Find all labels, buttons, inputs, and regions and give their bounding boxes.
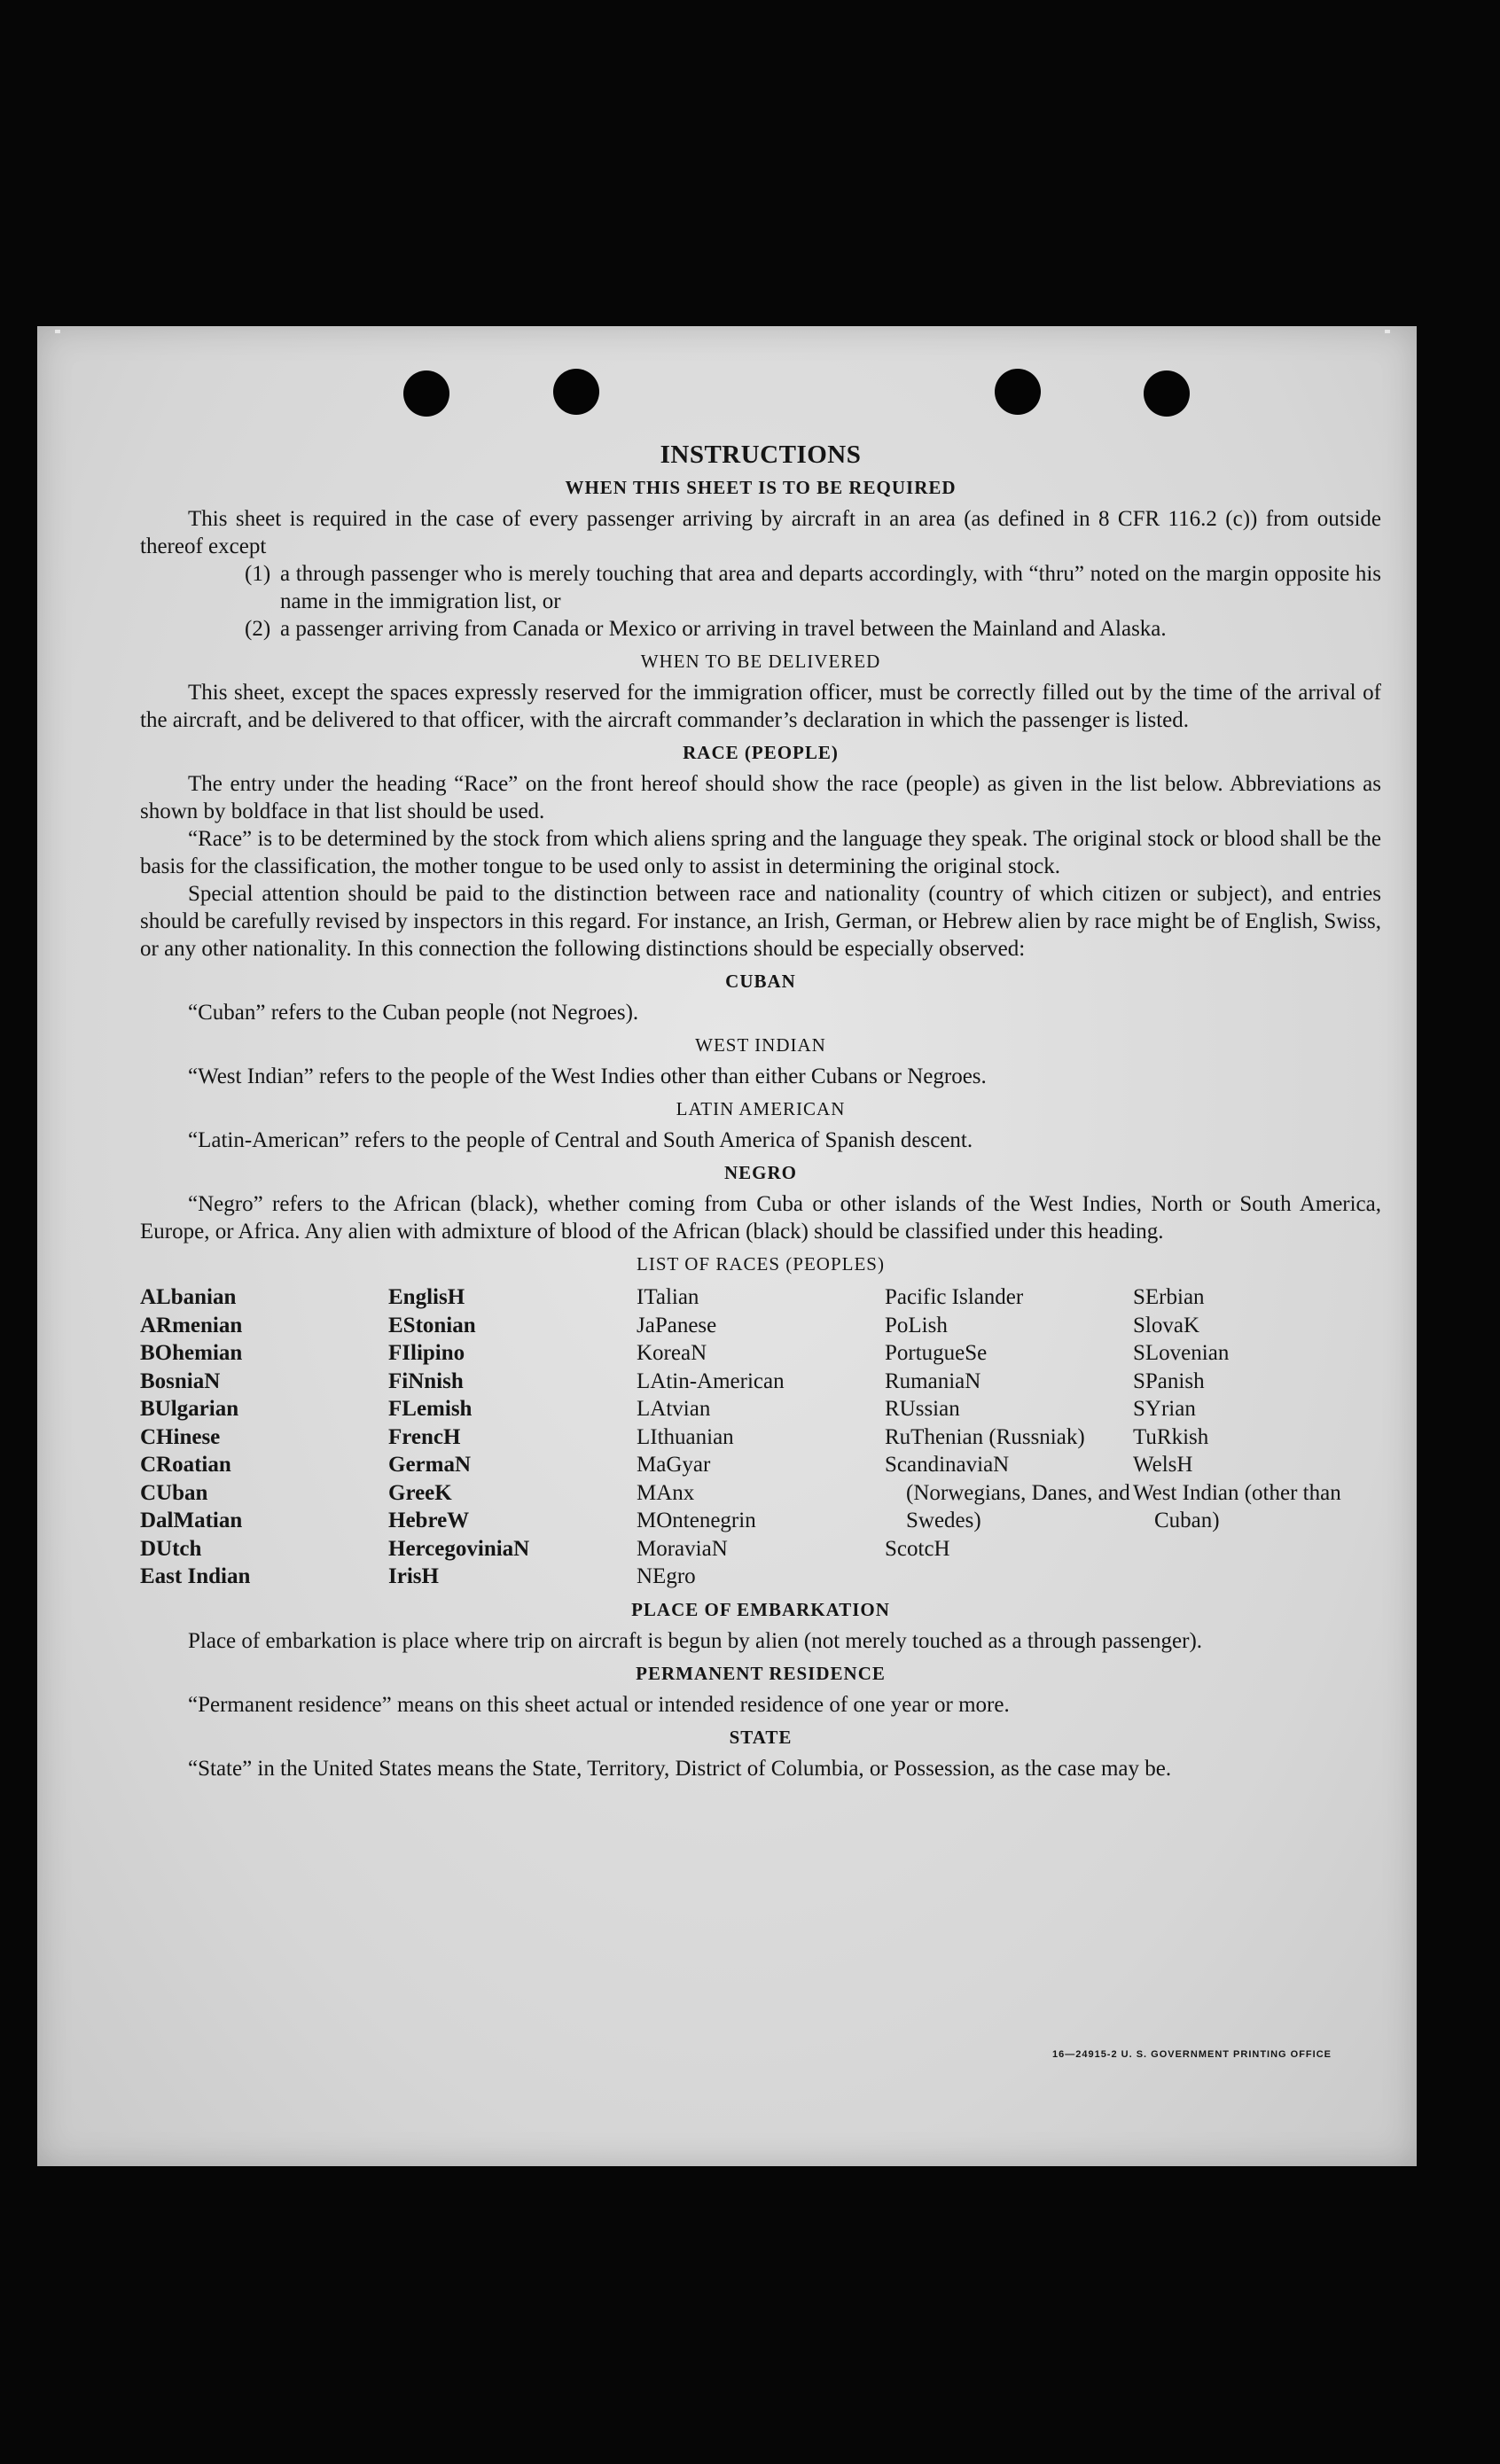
item-number: (1)	[245, 562, 271, 586]
paragraph: This sheet, except the spaces expressly reserved for the immigration officer, must be correctly filled out by the time of the arrival of the aircraft, and be delivered to that officer, with the aircraft commander’s declaration in which the passenger is listed.	[140, 681, 1381, 732]
race-entry: KoreaN	[637, 1341, 707, 1365]
list-item	[245, 615, 1381, 643]
race-entry: RumaniaN	[885, 1368, 981, 1393]
paragraph: “Race” is to be determined by the stock from which aliens spring and the language they speak. The original stock or blood shall be the basis for the classification, the mother tongue to be used only to assist in determining the original stock.	[140, 827, 1381, 878]
paragraph: “Permanent residence” means on this sheet actual or intended residence of one year or more.	[188, 1692, 1010, 1717]
section-heading: CUBAN	[725, 971, 796, 992]
section-heading: PLACE OF EMBARKATION	[631, 1598, 890, 1620]
race-entry: FiNnish	[388, 1368, 464, 1393]
race-entry: BOhemian	[140, 1341, 243, 1365]
paragraph: The entry under the heading “Race” on the front hereof should show the race (people) as given in the list below. Abbreviations as shown by boldface in that list should be used.	[140, 772, 1381, 823]
race-entry: ScotcH	[885, 1536, 950, 1561]
paragraph: Place of embarkation is place where trip on aircraft is begun by alien (not merely touched as a through passenger).	[188, 1628, 1203, 1653]
races-column	[140, 1283, 388, 1591]
item-text: a passenger arriving from Canada or Mexico or arriving in travel between the Mainland and Alaska.	[280, 617, 1167, 641]
item-number: (2)	[245, 617, 271, 641]
race-entry: BUlgarian	[140, 1397, 239, 1421]
race-entry: SPanish	[1133, 1368, 1205, 1393]
race-entry: SYrian	[1133, 1397, 1196, 1421]
race-entry: MAnx	[637, 1480, 695, 1505]
race-entry: SErbian	[1133, 1285, 1205, 1309]
race-entry: PoLish	[885, 1313, 948, 1337]
race-entry: HebreW	[388, 1509, 470, 1532]
race-entry: ALbanian	[140, 1285, 237, 1309]
paragraph: “Latin-American” refers to the people of Central and South America of Spanish descent.	[188, 1128, 973, 1152]
paragraph: “Cuban” refers to the Cuban people (not Negroes).	[188, 1001, 639, 1025]
section-heading: STATE	[729, 1726, 793, 1748]
races-list	[140, 1283, 1381, 1591]
race-entry: GermaN	[388, 1453, 472, 1477]
race-entry: ScandinaviaN (Norwegians, Danes, and Swedes)	[885, 1453, 1130, 1532]
race-entry: TuRkish	[1133, 1424, 1209, 1449]
document-sheet	[37, 326, 1417, 2166]
punch-hole	[1144, 370, 1190, 417]
race-entry: DUtch	[140, 1536, 202, 1561]
printing-office-code: 16—24915-2 U. S. GOVERNMENT PRINTING OFFICE	[1051, 2049, 1332, 2060]
race-entry: MoraviaN	[637, 1536, 728, 1561]
race-entry: CHinese	[140, 1424, 221, 1449]
race-entry: FrencH	[388, 1424, 461, 1449]
race-entry: BosniaN	[140, 1368, 221, 1393]
race-entry: DalMatian	[140, 1509, 243, 1532]
race-entry: West Indian (other than Cuban)	[1133, 1480, 1341, 1532]
section-heading: LIST OF RACES (PEOPLES)	[637, 1253, 885, 1275]
paragraph: “Negro” refers to the African (black), whether coming from Cuba or other islands of the West Indies, North or South America, Europe, or Africa. Any alien with admixture of blood of the African (black) should be classified under this heading.	[140, 1192, 1381, 1244]
section-heading: PERMANENT RESIDENCE	[636, 1662, 886, 1684]
race-entry: East Indian	[140, 1564, 251, 1588]
section-heading: RACE (PEOPLE)	[683, 742, 839, 763]
section-heading: LATIN AMERICAN	[676, 1098, 846, 1119]
races-column	[388, 1283, 637, 1591]
instructions-body	[140, 441, 1381, 1782]
race-entry: WelsH	[1133, 1453, 1193, 1477]
race-entry: SlovaK	[1133, 1313, 1199, 1337]
race-entry: LAtvian	[637, 1397, 711, 1421]
race-entry: FLemish	[388, 1397, 473, 1421]
race-entry: ARmenian	[140, 1313, 243, 1337]
race-entry: IrisH	[388, 1564, 439, 1588]
race-entry: EnglisH	[388, 1285, 465, 1309]
paragraph: “West Indian” refers to the people of the West Indies other than either Cubans or Negroes.	[188, 1064, 987, 1088]
race-entry: MaGyar	[637, 1453, 711, 1477]
paragraph: This sheet is required in the case of every passenger arriving by aircraft in an area (as defined in 8 CFR 116.2 (c)) from outside thereof except	[140, 507, 1381, 558]
race-entry: CRoatian	[140, 1453, 231, 1477]
race-entry: HercegoviniaN	[388, 1536, 530, 1561]
races-column	[885, 1283, 1133, 1591]
race-entry: SLovenian	[1133, 1341, 1230, 1365]
race-entry: CUban	[140, 1480, 208, 1505]
list-item	[245, 560, 1381, 615]
punch-hole	[403, 370, 449, 417]
races-column	[637, 1283, 885, 1591]
race-entry: EStonian	[388, 1313, 476, 1337]
paragraph: Special attention should be paid to the distinction between race and nationality (country of which citizen or subject), and entries should be carefully revised by inspectors in this regard. For instance, an Irish, German, or Hebrew alien by race might be of English, Swiss, or any other nationality. In this connection the following distinctions should be especially observed:	[140, 882, 1381, 961]
punch-hole	[553, 369, 599, 415]
races-column	[1133, 1283, 1381, 1591]
item-text: a through passenger who is merely touching that area and departs accordingly, with “thru” noted on the margin opposite his name in the immigration list, or	[280, 562, 1381, 613]
section-heading: WHEN THIS SHEET IS TO BE REQUIRED	[565, 477, 957, 498]
section-heading: WHEN TO BE DELIVERED	[640, 651, 881, 672]
paragraph: “State” in the United States means the State, Territory, District of Columbia, or Possession, as the case may be.	[188, 1756, 1172, 1781]
race-entry: FIlipino	[388, 1341, 465, 1365]
race-entry: GreeK	[388, 1480, 452, 1505]
race-entry: ITalian	[637, 1285, 699, 1309]
section-heading: NEGRO	[723, 1162, 797, 1183]
race-entry: PortugueSe	[885, 1341, 988, 1365]
race-entry: LIthuanian	[637, 1424, 734, 1449]
punch-hole	[995, 369, 1041, 415]
race-entry: MOntenegrin	[637, 1509, 756, 1532]
race-entry: JaPanese	[637, 1313, 717, 1337]
race-entry: RuThenian (Russniak)	[885, 1424, 1085, 1449]
section-heading: WEST INDIAN	[695, 1034, 826, 1056]
race-entry: RUssian	[885, 1397, 960, 1421]
page-title: INSTRUCTIONS	[660, 441, 862, 469]
race-entry: NEgro	[637, 1564, 696, 1588]
race-entry: Pacific Islander	[885, 1285, 1024, 1309]
race-entry: LAtin-American	[637, 1368, 785, 1393]
